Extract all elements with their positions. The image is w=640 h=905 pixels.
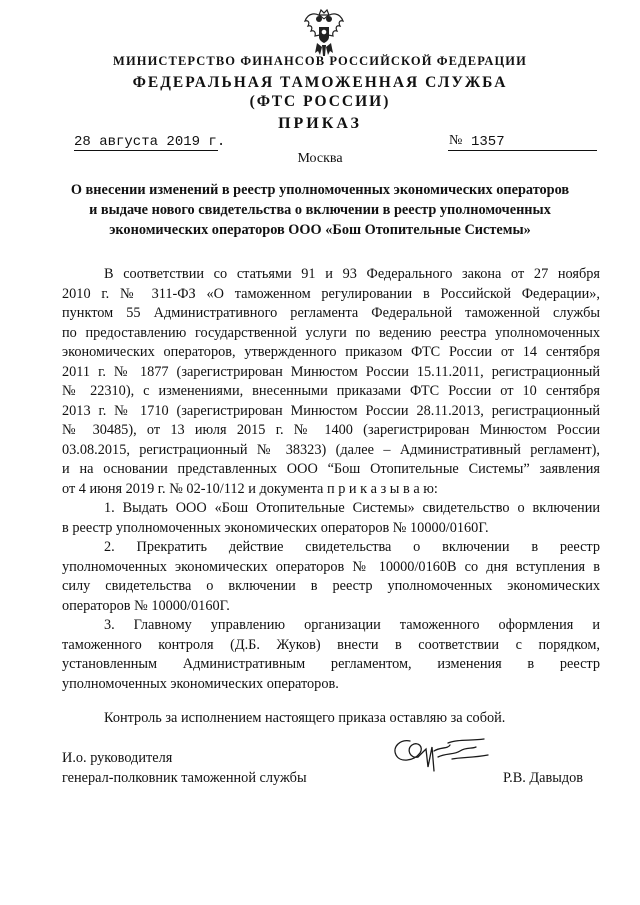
body-line: экономических операторов, утвержденного приказом ФТС России от 14 сентября: [62, 344, 600, 360]
body-line: Контроль за исполнением настоящего приказа оставляю за собой.: [104, 710, 506, 726]
title-line: экономических операторов ООО «Бош Отопительные Системы»: [109, 222, 531, 238]
body-line: 3. Главному управлению организации таможенного оформления и: [104, 617, 600, 633]
document-type: ПРИКАЗ: [278, 115, 362, 132]
body-line: установленным Административным регламентом, изменения в реестр: [62, 656, 600, 672]
body-line: № 30485), от 13 июля 2015 г. № 1400 (зарегистрирован Минюстом России: [62, 422, 600, 438]
handwritten-signature-icon: [388, 727, 498, 777]
body-line: по предоставлению государственной услуги по ведению реестра уполномоченных: [62, 325, 600, 341]
body-line: 2011 г. № 1877 (зарегистрирован Минюстом России 15.11.2011, регистрационный: [62, 364, 600, 380]
order-number: 1357: [471, 134, 505, 150]
city: Москва: [297, 151, 343, 166]
body-line: силу свидетельства о включении в реестр уполномоченных экономических: [62, 578, 600, 594]
body-line: операторов № 10000/0160Г.: [62, 598, 230, 614]
body-line: таможенного контроля (Д.Б. Жуков) внести в соответствии с порядком,: [62, 637, 600, 653]
ministry-name: МИНИСТЕРСТВО ФИНАНСОВ РОССИЙСКОЙ ФЕДЕРАЦИИ: [113, 54, 527, 68]
body-line: и на основании представленных ООО “Бош Отопительные Системы” заявления: [62, 461, 600, 477]
service-short-name: (ФТС РОССИИ): [249, 93, 391, 110]
body-line: 2. Прекратить действие свидетельства о включении в реестр: [104, 539, 600, 555]
body-line: 1. Выдать ООО «Бош Отопительные Системы» свидетельство о включении: [104, 500, 600, 516]
body-line: уполномоченных экономических операторов.: [62, 676, 339, 692]
title-line: О внесении изменений в реестр уполномоченных экономических операторов: [70, 182, 570, 198]
title-line: и выдаче нового свидетельства о включении в реестр уполномоченных: [89, 202, 551, 218]
signatory-rank: генерал-полковник таможенной службы: [62, 770, 307, 786]
body-line: № 22310), с изменениями, внесенными приказами ФТС России от 10 сентября: [62, 383, 600, 399]
body-line: от 4 июня 2019 г. № 02-10/112 и документа п р и к а з ы в а ю:: [62, 481, 438, 497]
signatory-name: Р.В. Давыдов: [503, 770, 584, 786]
body-line: 2010 г. № 311-ФЗ «О таможенном регулировании в Российской Федерации»,: [62, 286, 600, 302]
body-line: В соответствии со статьями 91 и 93 Федерального закона от 27 ноября: [104, 266, 600, 282]
order-date: 28 августа 2019 г.: [74, 134, 226, 150]
body-line: 2013 г. № 1710 (зарегистрирован Минюстом России 28.11.2013, регистрационный: [62, 403, 600, 419]
body-line: пунктом 55 Административного регламента Федеральной таможенной службы: [62, 305, 600, 321]
state-emblem-icon: [302, 5, 346, 59]
service-name: ФЕДЕРАЛЬНАЯ ТАМОЖЕННАЯ СЛУЖБА: [132, 74, 508, 91]
body-line: в реестр уполномоченных экономических операторов № 10000/0160Г.: [62, 520, 489, 536]
order-number-sign: №: [449, 133, 463, 148]
body-line: 03.08.2015, регистрационный № 38323) (далее – Административный регламент),: [62, 442, 600, 458]
signatory-position: И.о. руководителя: [62, 750, 173, 766]
body-line: уполномоченных экономических операторов № 10000/0160В со дня вступления в: [62, 559, 600, 575]
